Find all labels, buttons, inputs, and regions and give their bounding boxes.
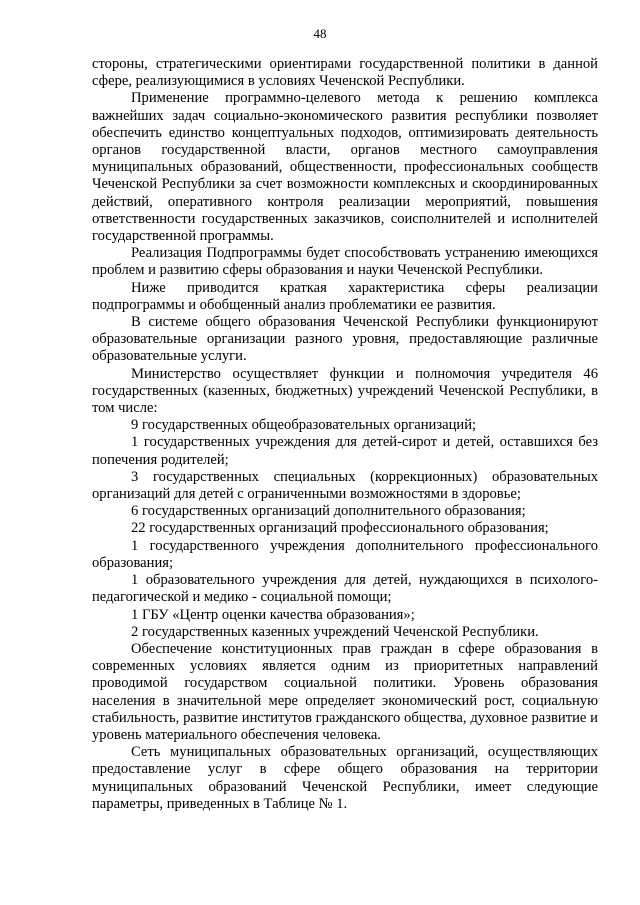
paragraph-municipal-network: Сеть муниципальных образовательных организаций, осуществляющих предоставление услуг в сфере общего образования на территории муниципальных образований Чеченской Республики, имеет следующие параметры, приведенных в Таблице № 1. [92,744,598,812]
paragraph-characteristics-intro: Ниже приводится краткая характеристика сферы реализации подпрограммы и обобщенный анализ проблематики ее развития. [92,279,598,313]
list-item-general-education-orgs: 9 государственных общеобразовательных организаций; [131,417,477,434]
list-item-orphan-institutions: 1 государственных учреждения для детей-сирот и детей, оставшихся без попечения родителей; [92,434,598,468]
list-item-special-orgs: 3 государственных специальных (коррекционных) образовательных организаций для детей с ограниченными возможностями в здоровье; [92,468,598,503]
document-body [92,56,598,813]
list-item-psychological-help: 1 образовательного учреждения для детей, нуждающихся в психолого-педагогической и медико - социальной помощи; [92,572,598,606]
list-item-quality-center: 1 ГБУ «Центр оценки качества образования»; [131,606,415,623]
paragraph-program-method: Применение программно-целевого метода к решению комплекса важнейших задач социально-экономического развития республики позволяет обеспечить единство концептуальных подходов, оптимизировать деятельность органов государственной власти, органов местного самоуправления муниципальных образований, общественности, профессиональных сообществ Чеченской Республики за счет возможности комплексных и скоординированных действий, оперативного контроля реализации мероприятий, повышения ответственности государственных заказчиков, соисполнителей и исполнителей государственной программы. [92,90,598,245]
list-item-state-institutions: 2 государственных казенных учреждений Чеченской Республики. [131,623,539,640]
list-item-professional-education: 22 государственных организаций профессионального образования; [131,520,549,537]
paragraph-subprogram-implementation: Реализация Подпрограммы будет способствовать устранению имеющихся проблем и развитию сферы образования и науки Чеченской Республики. [92,245,598,279]
page-number: 48 [313,26,327,41]
paragraph-continuation: стороны, стратегическими ориентирами государственной политики в данной сфере, реализующимися в условиях Чеченской Республики. [92,56,598,90]
paragraph-constitutional-rights: Обеспечение конституционных прав граждан в сфере образования в современных условиях является одним из приоритетных направлений проводимой государством социальной политики. Уровень образования населения в значительной мере определяет экономический рост, социальную стабильность, развитие институтов гражданского общества, духовное развитие и уровень материального обеспечения человека. [92,640,598,743]
list-item-additional-education: 6 государственных организаций дополнительного образования; [131,503,526,520]
paragraph-general-education: В системе общего образования Чеченской Республики функционируют образовательные организации разного уровня, предоставляющие различные образовательные услуги. [92,314,598,365]
paragraph-ministry-functions: Министерство осуществляет функции и полномочия учредителя 46 государственных (казенных, бюджетных) учреждений Чеченской Республики, в том числе: [92,365,598,417]
list-item-additional-professional: 1 государственного учреждения дополнительного профессионального образования; [92,537,598,571]
